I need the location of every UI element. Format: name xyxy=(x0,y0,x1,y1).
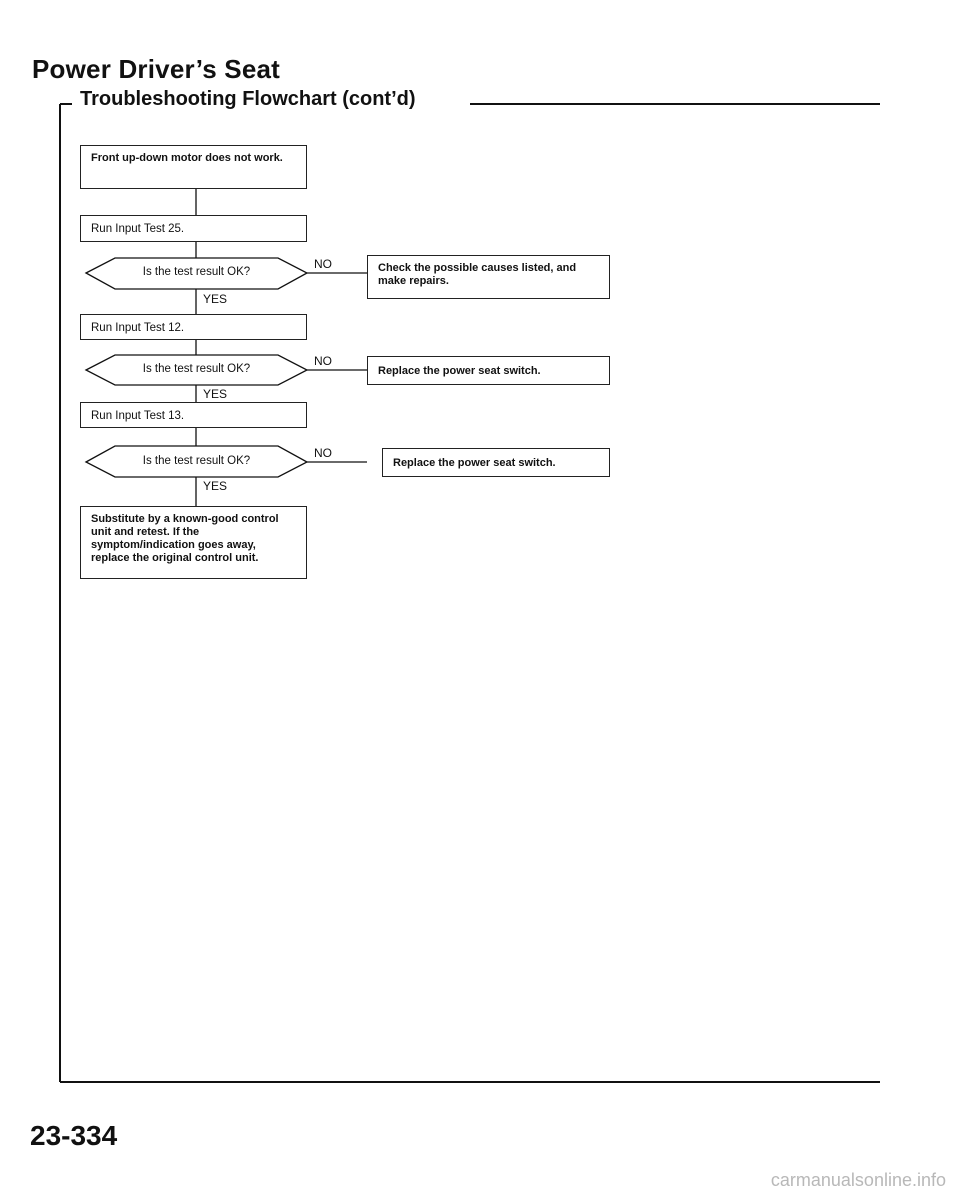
yes-label-1: YES xyxy=(203,292,228,306)
yes-label-2: YES xyxy=(203,387,228,401)
page-number: 23-334 xyxy=(30,1120,118,1151)
no-result-box-2 xyxy=(367,356,610,385)
section-subtitle: Troubleshooting Flowchart (cont’d) xyxy=(80,88,416,110)
no-result-box-3 xyxy=(382,448,610,477)
no-label-3: NO xyxy=(314,446,332,460)
action-text-3: Run Input Test 13. xyxy=(91,410,185,422)
watermark: carmanualsonline.info xyxy=(770,1170,946,1190)
yes-label-3: YES xyxy=(203,479,228,493)
no-result-text-3: Replace the power seat switch. xyxy=(393,457,556,469)
end-box xyxy=(80,506,307,579)
page-title: Power Driver’s Seat xyxy=(32,54,281,84)
end-text: Substitute by a known-good control unit and retest. If the symptom/indication goes away, replace the original control unit. xyxy=(91,513,279,564)
no-label-2: NO xyxy=(314,354,332,368)
action-box-3 xyxy=(80,402,307,428)
no-result-text-2: Replace the power seat switch. xyxy=(378,365,541,377)
question-text-1: Is the test result OK? xyxy=(142,266,251,278)
action-text-1: Run Input Test 25. xyxy=(91,223,185,235)
action-box-2 xyxy=(80,314,307,340)
no-result-text-1: Check the possible causes listed, and make repairs. xyxy=(378,262,577,287)
no-label-1: NO xyxy=(314,257,332,271)
action-box-1 xyxy=(80,215,307,242)
action-text-2: Run Input Test 12. xyxy=(91,322,185,334)
question-text-3: Is the test result OK? xyxy=(142,455,251,467)
question-text-2: Is the test result OK? xyxy=(142,363,251,375)
start-box xyxy=(80,145,307,189)
start-text: Front up-down motor does not work. xyxy=(91,152,283,164)
no-result-box-1 xyxy=(367,255,610,299)
